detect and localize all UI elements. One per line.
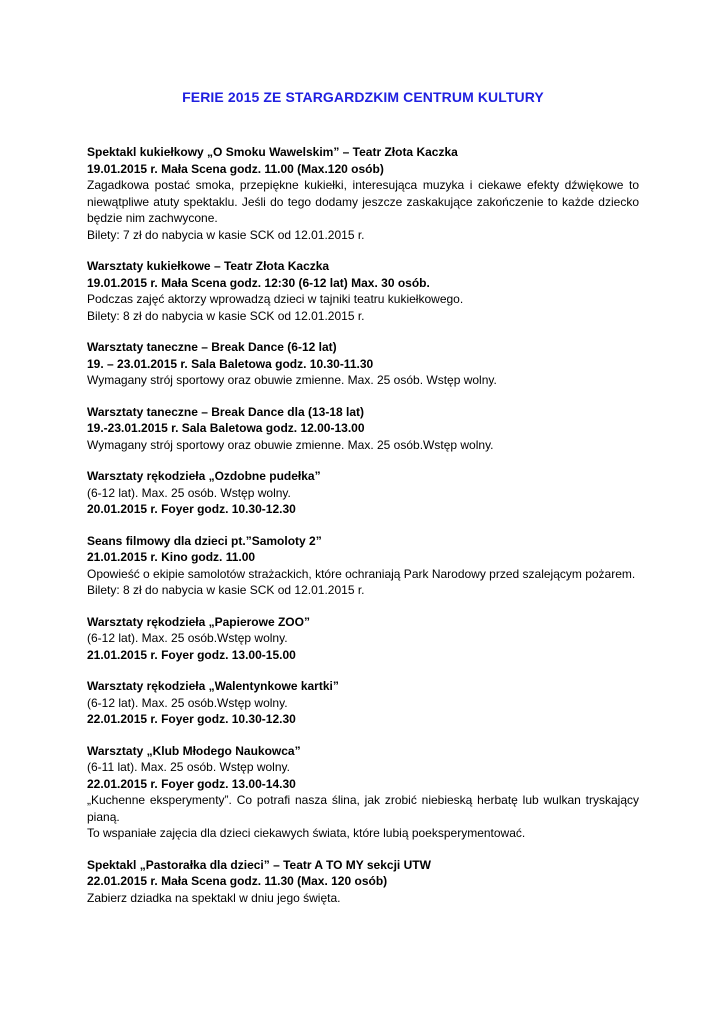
event-tickets: Bilety: 7 zł do nabycia w kasie SCK od 12.01.2015 r. [87,227,365,242]
event-datetime: 19.01.2015 r. Mała Scena godz. 12:30 (6-12 lat) Max. 30 osób. [87,275,430,290]
event-datetime: 19.01.2015 r. Mała Scena godz. 11.00 (Max.120 osób) [87,161,384,176]
event-datetime: 21.01.2015 r. Foyer godz. 13.00-15.00 [87,647,296,662]
event-heading: Warsztaty taneczne – Break Dance (6-12 lat) [87,340,337,354]
event-description: Zagadkowa postać smoka, przepiękne kukiełki, interesująca muzyka i ciekawe efekty dźwiękowe to niewątpliwe atuty spektaklu. Jeśli do tego dodamy jeszcze zaskakujące zakończenie to każde dziecko będzie nim zachwycone. [87,178,639,225]
event-description: Opowieść o ekipie samolotów strażackich, które ochraniają Park Narodowy przed szalejącym pożarem. [87,566,636,581]
event-item [87,857,639,907]
event-datetime: 20.01.2015 r. Foyer godz. 10.30-12.30 [87,502,296,516]
event-heading: Warsztaty rękodzieła „Walentynkowe kartki” [87,679,339,693]
event-item [87,339,639,389]
event-datetime: 19. – 23.01.2015 r. Sala Baletowa godz. 10.30-11.30 [87,356,374,371]
event-item [87,743,639,842]
event-description: „Kuchenne eksperymenty”. Co potrafi nasza ślina, jak zrobić niebieską herbatę lub wulkan tryskający pianą. [87,793,639,824]
event-item [87,614,639,664]
event-item [87,258,639,324]
event-heading: Warsztaty taneczne – Break Dance dla (13-18 lat) [87,404,365,419]
event-heading: Spektakl kukiełkowy „O Smoku Wawelskim” – Teatr Złota Kaczka [87,145,458,159]
event-description: Zabierz dziadka na spektakl w dniu jego święta. [87,890,341,905]
event-datetime: 21.01.2015 r. Kino godz. 11.00 [87,550,256,564]
event-tickets: Bilety: 8 zł do nabycia w kasie SCK od 12.01.2015 r. [87,583,365,597]
event-info: (6-12 lat). Max. 25 osób. Wstęp wolny. [87,485,291,500]
event-heading: Warsztaty rękodzieła „Papierowe ZOO” [87,614,310,629]
event-info: (6-11 lat). Max. 25 osób. Wstęp wolny. [87,760,290,774]
event-datetime: 19.-23.01.2015 r. Sala Baletowa godz. 12.00-13.00 [87,421,365,435]
event-item [87,678,639,728]
event-info: (6-12 lat). Max. 25 osób.Wstęp wolny. [87,695,288,710]
event-item [87,404,639,454]
event-heading: Seans filmowy dla dzieci pt.”Samoloty 2” [87,533,322,548]
event-heading: Warsztaty kukiełkowe – Teatr Złota Kaczka [87,259,330,273]
event-heading: Warsztaty „Klub Młodego Naukowca” [87,743,301,758]
event-item [87,468,639,518]
page-title: FERIE 2015 ZE STARGARDZKIM CENTRUM KULTURY [182,89,544,105]
event-item [87,533,639,599]
event-tickets: Bilety: 8 zł do nabycia w kasie SCK od 12.01.2015 r. [87,308,365,323]
event-heading: Spektakl „Pastorałka dla dzieci” – Teatr A TO MY sekcji UTW [87,857,431,872]
event-description: Podczas zajęć aktorzy wprowadzą dzieci w tajniki teatru kukiełkowego. [87,292,464,306]
event-list [87,144,639,921]
event-item [87,144,639,243]
event-extra: To wspaniałe zajęcia dla dzieci ciekawych świata, które lubią poeksperymentować. [87,826,526,840]
event-datetime: 22.01.2015 r. Foyer godz. 13.00-14.30 [87,776,296,791]
event-heading: Warsztaty rękodzieła „Ozdobne pudełka” [87,469,321,483]
event-datetime: 22.01.2015 r. Mała Scena godz. 11.30 (Max. 120 osób) [87,874,388,888]
event-description: Wymagany strój sportowy oraz obuwie zmienne. Max. 25 osób. Wstęp wolny. [87,373,497,387]
event-description: Wymagany strój sportowy oraz obuwie zmienne. Max. 25 osób.Wstęp wolny. [87,437,494,452]
event-info: (6-12 lat). Max. 25 osób.Wstęp wolny. [87,631,288,645]
event-datetime: 22.01.2015 r. Foyer godz. 10.30-12.30 [87,712,296,726]
